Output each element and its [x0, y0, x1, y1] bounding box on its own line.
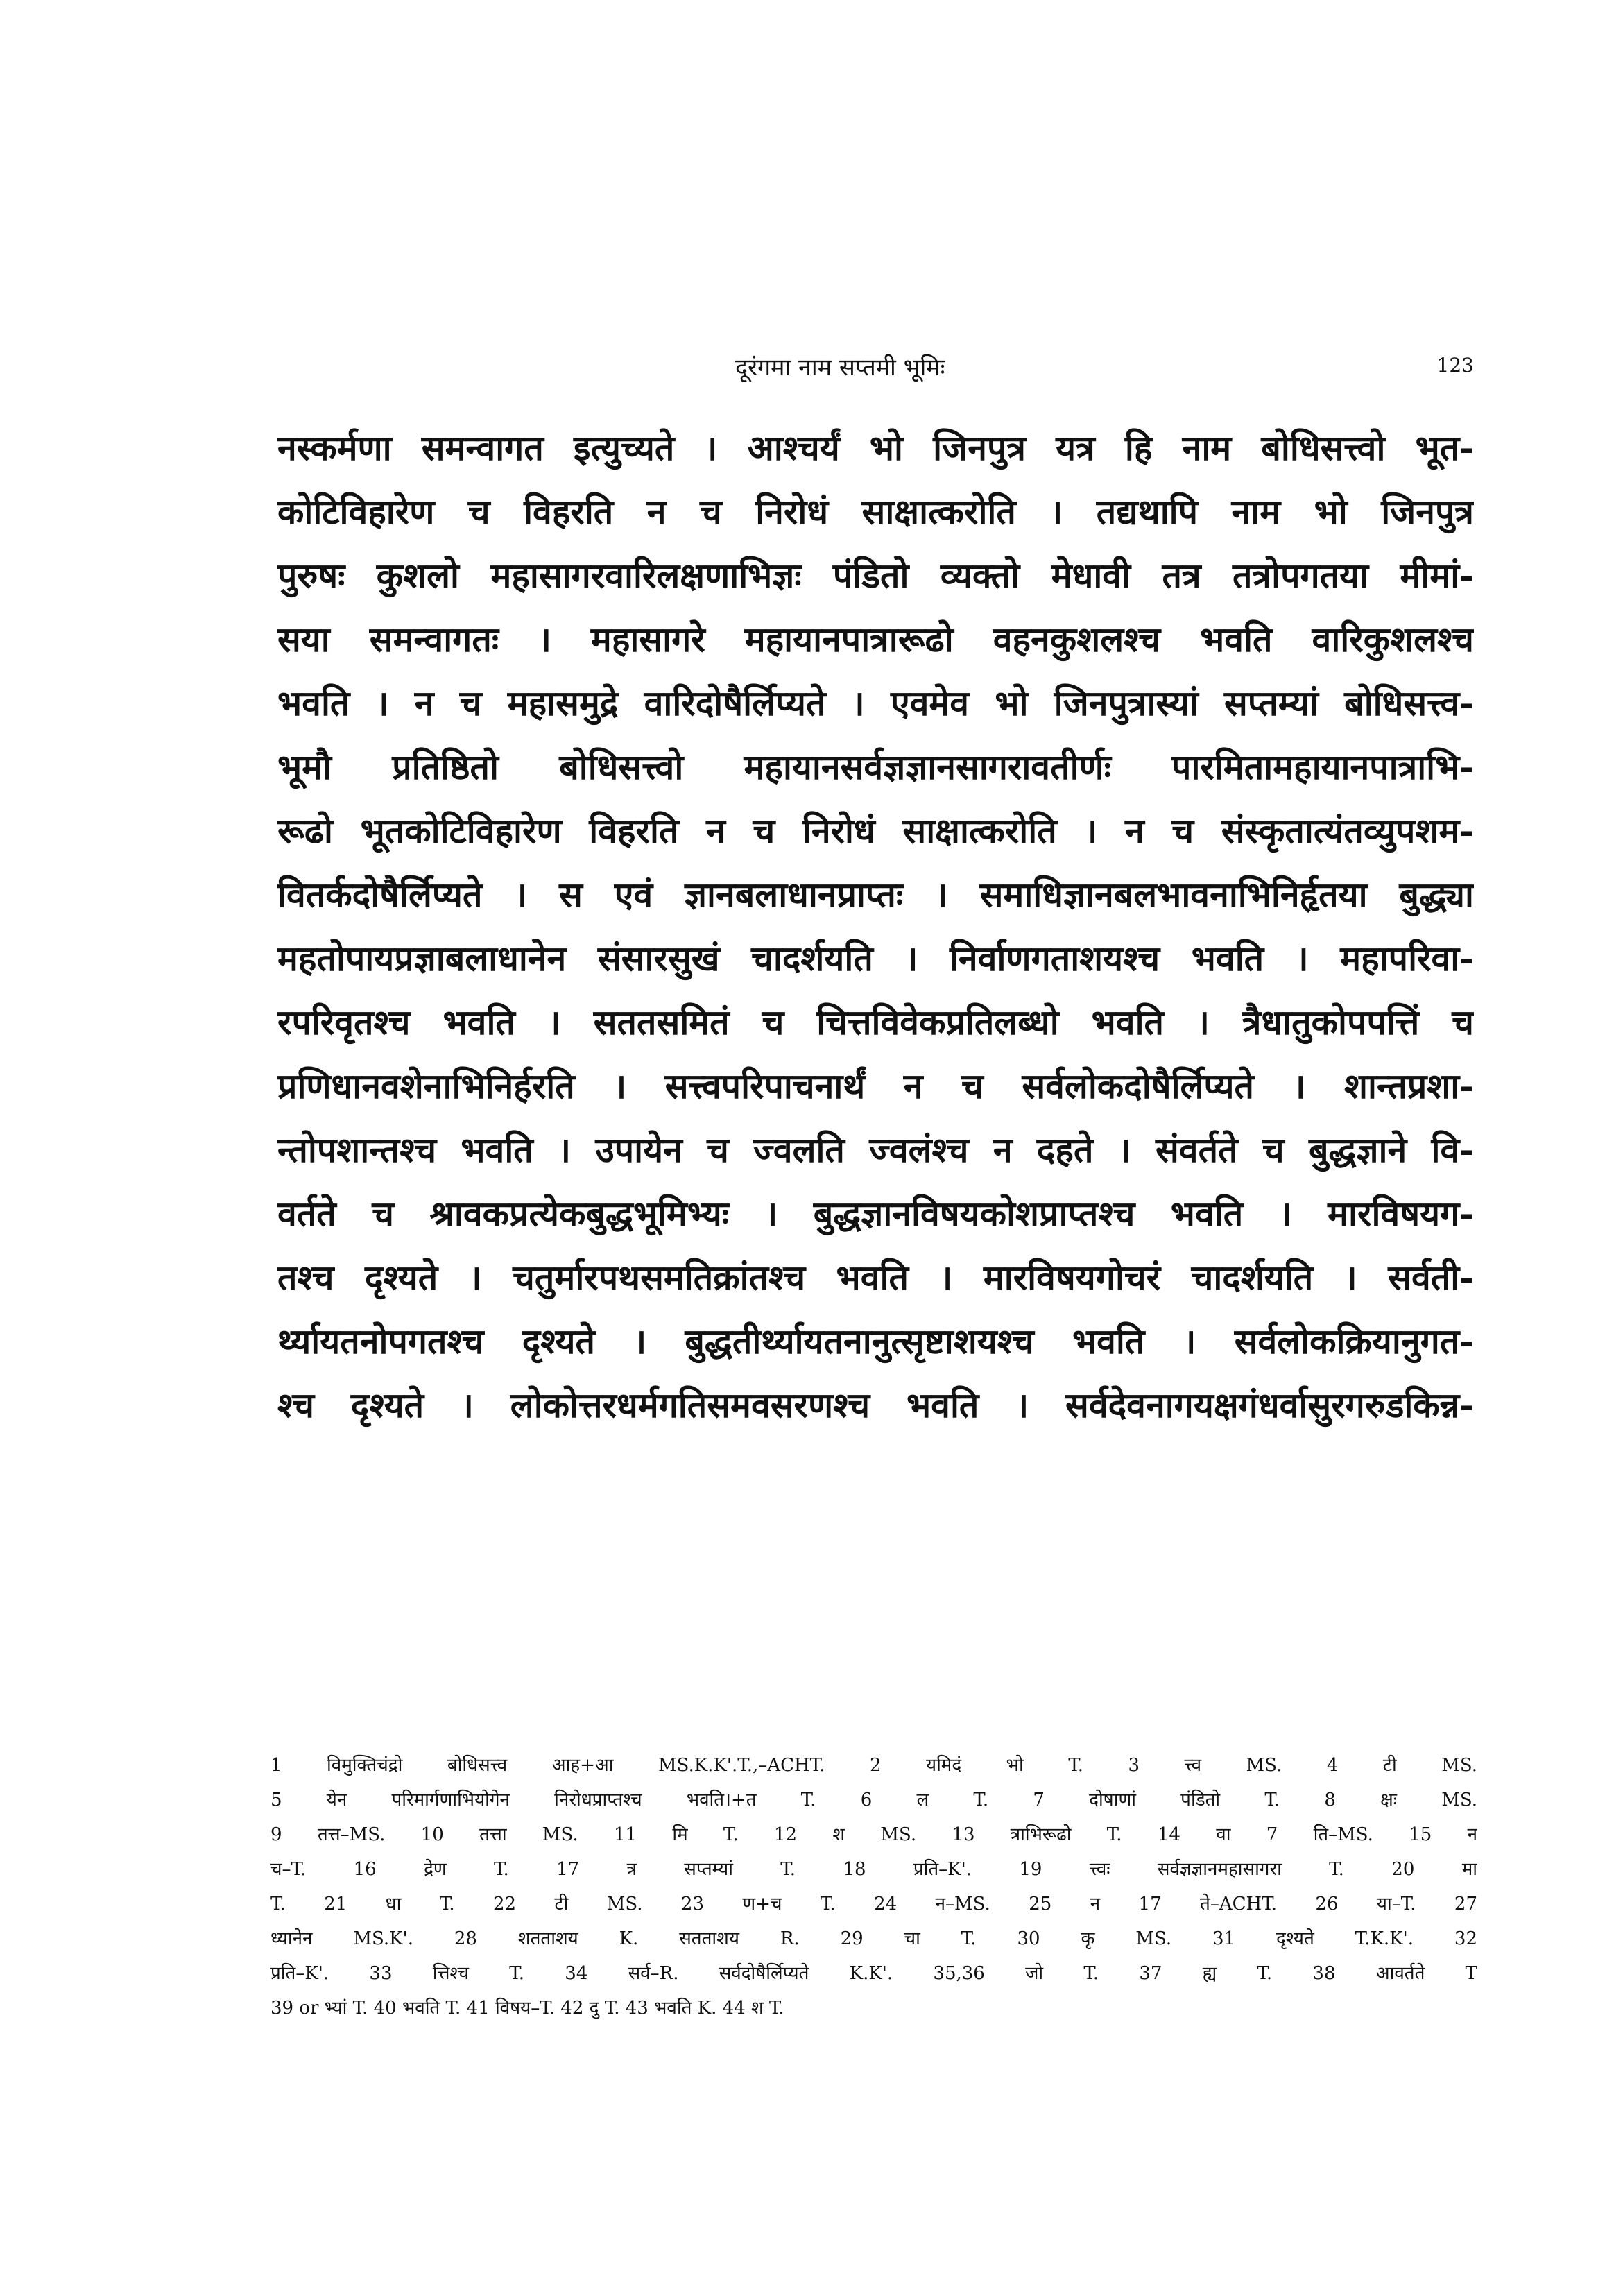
text-line: न्तोपशान्तश्च भवति । उपायेन च ज्वलति ज्वलंश्च न दहते । संवर्तते च बुद्धज्ञाने वि- [277, 1129, 1474, 1170]
text-line: वर्तते च श्रावकप्रत्येकबुद्धभूमिभ्यः । बुद्धज्ञानविषयकोशप्राप्तश्च भवति । मारविषयग- [277, 1193, 1474, 1234]
running-title: दूरंगमा नाम सप्तमी भूमिः [735, 354, 945, 382]
footnote-line: 1 विमुक्तिचंद्रो बोधिसत्त्व आह+आ MS.K.K'.T.,–ACHT. 2 यमिदं भो T. 3 त्त्व MS. 4 टी MS. [270, 1755, 1477, 1776]
footnotes [270, 1748, 1477, 2025]
footnote-line: 9 तत्त–MS. 10 तत्ता MS. 11 मि T. 12 श MS. 13 त्राभिरूढो T. 14 वा 7 ति–MS. 15 न [270, 1824, 1477, 1845]
text-line: श्च दृश्यते । लोकोत्तरधर्मगतिसमवसरणश्च भवति । सर्वदेवनागयक्षगंधर्वासुरगरुडकिन्न- [277, 1385, 1474, 1425]
text-line: रपरिवृतश्च भवति । सततसमितं च चित्तविवेकप्रतिलब्धो भवति । त्रैधातुकोपपत्तिं च [277, 1002, 1474, 1043]
text-line: रूढो भूतकोटिविहारेण विहरति न च निरोधं साक्षात्करोति । न च संस्कृतात्यंतव्युपशम- [277, 810, 1474, 851]
text-line: सया समन्वागतः । महासागरे महायानपात्रारूढो वहनकुशलश्च भवति वारिकुशलश्च [277, 619, 1474, 660]
text-line: कोटिविहारेण च विहरति न च निरोधं साक्षात्करोति । तद्यथापि नाम भो जिनपुत्र [277, 491, 1474, 532]
text-line: वितर्कदोषैर्लिप्यते । स एवं ज्ञानबलाधानप्राप्तः । समाधिज्ञानबलभावनाभिनिर्हृतया बुद्ध्या [277, 874, 1474, 915]
footnote-line: च–T. 16 द्रेण T. 17 त्र सप्तम्यां T. 18 प्रति–K'. 19 त्त्वः सर्वज्ञज्ञानमहासागरा T. 20 मा [270, 1859, 1477, 1880]
main-text [277, 416, 1474, 1437]
footnote-line: ध्यानेन MS.K'. 28 शतताशय K. सतताशय R. 29 चा T. 30 कृ MS. 31 दृश्यते T.K.K'. 32 [270, 1928, 1477, 1949]
text-line: भूमौ प्रतिष्ठितो बोधिसत्त्वो महायानसर्वज्ञज्ञानसागरावतीर्णः पारमितामहायानपात्राभि- [277, 746, 1474, 787]
text-line: तश्च दृश्यते । चतुर्मारपथसमतिक्रांतश्च भवति । मारविषयगोचरं चादर्शयति । सर्वती- [277, 1257, 1474, 1298]
footnote-line: 39 or भ्यां T. 40 भवति T. 41 विषय–T. 42 दु T. 43 भवति K. 44 श T. [270, 1998, 784, 2019]
footnote-line: प्रति–K'. 33 त्तिश्च T. 34 सर्व–R. सर्वदोषैर्लिप्यते K.K'. 35,36 जो T. 37 ह्य T. 38 आवर्तते T [270, 1963, 1477, 1984]
text-line: भवति । न च महासमुद्रे वारिदोषैर्लिप्यते । एवमेव भो जिनपुत्रास्यां सप्तम्यां बोधिसत्त्व- [277, 683, 1474, 723]
page-number: 123 [1436, 354, 1474, 377]
text-line: महतोपायप्रज्ञाबलाधानेन संसारसुखं चादर्शयति । निर्वाणगताशयश्च भवति । महापरिवा- [277, 938, 1474, 979]
text-line: प्रणिधानवशेनाभिनिर्हरति । सत्त्वपरिपाचनार्थं न च सर्वलोकदोषैर्लिप्यते । शान्तप्रशा- [277, 1065, 1474, 1106]
footnote-line: T. 21 धा T. 22 टी MS. 23 ण+च T. 24 न–MS. 25 न 17 ते–ACHT. 26 या–T. 27 [270, 1894, 1477, 1914]
text-line: र्थ्यायतनोपगतश्च दृश्यते । बुद्धतीर्थ्यायतनानुत्सृष्टाशयश्च भवति । सर्वलोकक्रियानुगत- [277, 1321, 1474, 1362]
text-line: पुरुषः कुशलो महासागरवारिलक्षणाभिज्ञः पंडितो व्यक्तो मेधावी तत्र तत्रोपगतया मीमां- [277, 555, 1474, 596]
text-line: नस्कर्मणा समन्वागत इत्युच्यते । आश्चर्यं भो जिनपुत्र यत्र हि नाम बोधिसत्त्वो भूत- [277, 427, 1474, 468]
footnote-line: 5 येन परिमार्गणाभियोगेन निरोधप्राप्तश्च भवति।+त T. 6 ल T. 7 दोषाणां पंडितो T. 8 क्षः MS. [270, 1790, 1477, 1810]
